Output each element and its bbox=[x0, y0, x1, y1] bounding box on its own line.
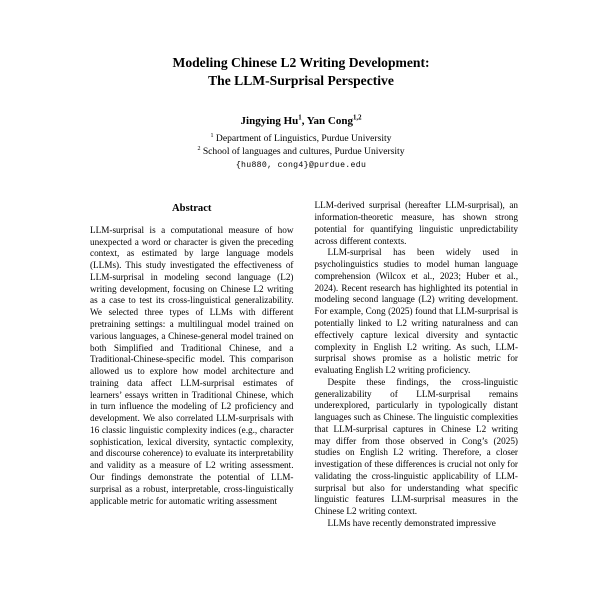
author-1-name: Jingying Hu bbox=[240, 114, 299, 127]
title-line-1: Modeling Chinese L2 Writing Development: bbox=[172, 55, 430, 70]
abstract-heading: Abstract bbox=[172, 203, 212, 215]
abstract-text: LLM-surprisal is a computational measure of how unexpected a word or character is given the preceding context, as estimated by large language models (LLMs). This study investigated the effectiveness of LLM-surprisal in modeling second language (L2) writing development, focusing on Chinese L2 writing as a case to test its cross-linguistical generalizability. We selected three types of LLMs with different pretraining settings: a multilingual model trained on various languages, a Chinese-general model trained on both Simplified and Traditional Chinese, and a Traditional-Chinese-specific model. This comparison allowed us to explore how model architecture and training data affect LLM-surprisal estimates of learners’ essays written in Traditional Chinese, which in turn influence the modeling of L2 proficiency and development. We also correlated LLM-surprisals with 16 classic linguistic complexity indices (e.g., character sophistication, lexical diversity, syntactic complexity, and discourse coherence) to evaluate its interpretability and validity as a measure of L2 writing assessment. Our findings demonstrate the potential of LLM-surprisal as a robust, interpretable, cross-linguistically applicable metric for automatic writing assessment bbox=[90, 224, 294, 506]
affiliation-1-text: Department of Linguistics, Purdue University bbox=[215, 132, 392, 144]
abstract-column bbox=[84, 200, 300, 529]
author-separator: , bbox=[301, 114, 307, 127]
contact-email: {hu880, cong4}@purdue.edu bbox=[235, 161, 367, 171]
affiliation-2-mark: 2 bbox=[197, 145, 201, 152]
paper-title bbox=[84, 54, 518, 90]
two-column-body bbox=[84, 200, 518, 529]
intro-paragraph-1: LLM-derived surprisal (hereafter LLM-surprisal), an information-theoretic measure, has shown strong potential for quantifying linguistic unpredictability across different contexts. bbox=[314, 200, 518, 246]
affiliation-line-2 bbox=[84, 145, 518, 158]
affiliation-line-1 bbox=[84, 132, 518, 145]
intro-paragraph-3: Despite these findings, the cross-linguistic generalizability of LLM-surprisal remains underexplored, particularly in typologically distant languages such as Chinese. The linguistic complexities that LLM-surprisal captures in Chinese L2 writing may differ from those observed in Cong’s (2025) studies on English L2 writing. Therefore, a closer investigation of these differences is crucial not only for validating the cross-linguistic applicability of LLM-surprisal but also for understanding what specific linguistic features LLM-surprisal measures in the Chinese L2 writing context. bbox=[314, 376, 518, 517]
author-2-affiliation-mark: 1,2 bbox=[352, 114, 362, 122]
intro-paragraph-4: LLMs have recently demonstrated impressive bbox=[327, 518, 496, 529]
intro-paragraph-2: LLM-surprisal has been widely used in psycholinguistics studies to model human language comprehension (Wilcox et al., 2023; Huber et al., 2024). Recent research has highlighted its potential in modeling second language (L2) writing development. For example, Cong (2025) found that LLM-surprisal is potentially linked to L2 writing naturalness and can effectively capture lexical diversity and syntactic complexity in English L2 writing. As such, LLM-surprisal shows promise as a holistic metric for evaluating English L2 writing proficiency. bbox=[314, 247, 518, 376]
affiliation-1-mark: 1 bbox=[210, 132, 214, 139]
author-2-name: Yan Cong bbox=[306, 114, 353, 127]
author-1-affiliation-mark: 1 bbox=[298, 114, 302, 122]
title-line-2: The LLM-Surprisal Perspective bbox=[208, 72, 394, 88]
introduction-column bbox=[315, 200, 519, 529]
affiliation-2-text: School of languages and cultures, Purdue University bbox=[202, 146, 405, 158]
author-line bbox=[84, 115, 518, 127]
